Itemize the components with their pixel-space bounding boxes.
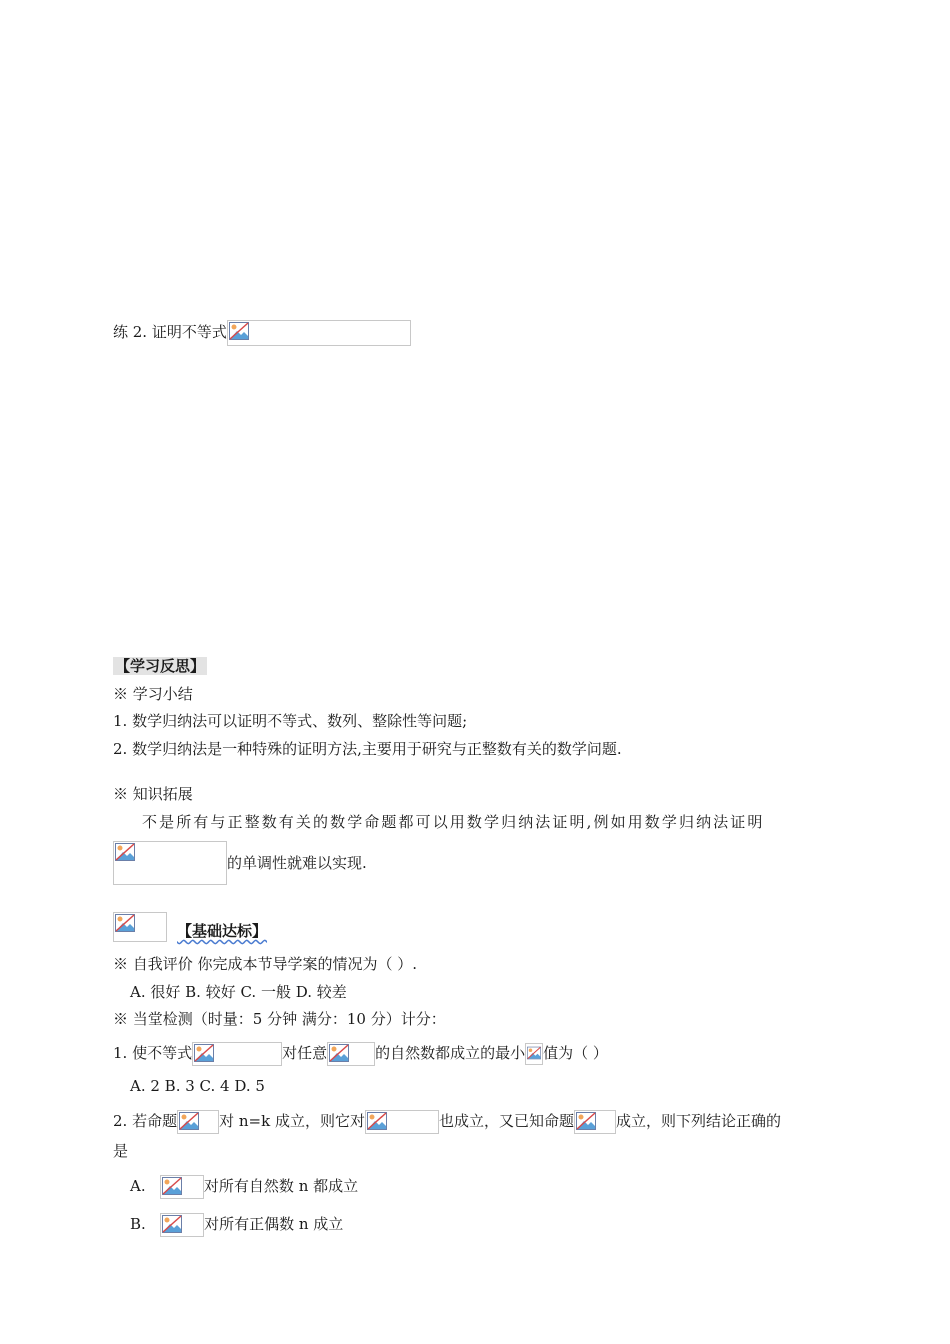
q2-option-b [130,1213,343,1237]
self-evaluation-options: A. 很好 B. 较好 C. 一般 D. 较差 [130,983,347,1001]
broken-image-icon [194,1044,214,1062]
wavy-spacer [167,920,177,942]
q1-text: 对任意 [282,1044,328,1062]
variable-image [525,1043,543,1065]
summary-item: 1. 数学归纳法可以证明不等式、数列、整除性等问题; [113,712,468,730]
question-2 [113,1110,781,1134]
reflection-heading-text: 【学习反思】 [115,657,206,675]
formula-image [227,320,411,346]
sequence-formula-image [113,841,227,885]
q2-option-a [130,1175,358,1199]
broken-image-icon [367,1112,387,1130]
option-label: A. [130,1177,146,1195]
broken-image-icon [179,1112,199,1130]
option-text: 对所有正偶数 n 成立 [204,1215,344,1233]
class-test: ※ 当堂检测（时量：5 分钟 满分：10 分）计分： [113,1010,446,1028]
exercise-2-label: 练 2. 证明不等式 [113,323,227,341]
summary-item: 2. 数学归纳法是一种特殊的证明方法,主要用于研究与正整数有关的数学问题. [113,740,622,758]
self-evaluation: ※ 自我评价 你完成本节导学案的情况为（ ）. [113,955,418,973]
extension-line2 [113,840,367,885]
reflection-heading [113,655,207,677]
known-proposition-image [574,1110,616,1134]
q2-text: 2. 若命题 [113,1112,178,1130]
option-b-image [160,1213,204,1237]
question-1 [113,1042,608,1066]
decor-image [113,912,167,942]
q2-text: 对 n=k 成立，则它对 [219,1112,365,1130]
q2-text-continued: 是 [113,1142,129,1160]
option-text: 对所有自然数 n 都成立 [203,1177,359,1195]
basics-heading-text: 【基础达标】 [177,922,268,940]
next-case-image [365,1110,439,1134]
proposition-image [177,1110,219,1134]
q2-text: 也成立，又已知命题 [438,1112,574,1130]
q1-text: 1. 使不等式 [113,1044,193,1062]
q1-text: 值为（ ） [543,1044,608,1062]
broken-image-icon [527,1045,541,1061]
option-label: B. [130,1215,146,1233]
broken-image-icon [329,1044,349,1062]
summary-title: ※ 学习小结 [113,685,193,703]
broken-image-icon [115,914,135,932]
broken-image-icon [115,843,135,861]
extension-tail: 的单调性就难以实现. [227,854,367,872]
broken-image-icon [576,1112,596,1130]
inequality-image [192,1042,282,1066]
q1-text: 的自然数都成立的最小 [375,1044,526,1062]
extension-text: 不是所有与正整数有关的数学命题都可以用数学归纳法证明,例如用数学归纳法证明 [142,813,765,831]
option-a-image [160,1175,204,1199]
broken-image-icon [162,1215,182,1233]
extension-title: ※ 知识拓展 [113,785,193,803]
q1-options: A. 2 B. 3 C. 4 D. 5 [130,1077,265,1095]
q2-text: 成立，则下列结论正确的 [615,1112,781,1130]
basics-heading-line [113,912,267,942]
exercise-2 [113,320,411,346]
broken-image-icon [162,1177,182,1195]
condition-image [327,1042,375,1066]
broken-image-icon [229,322,249,340]
